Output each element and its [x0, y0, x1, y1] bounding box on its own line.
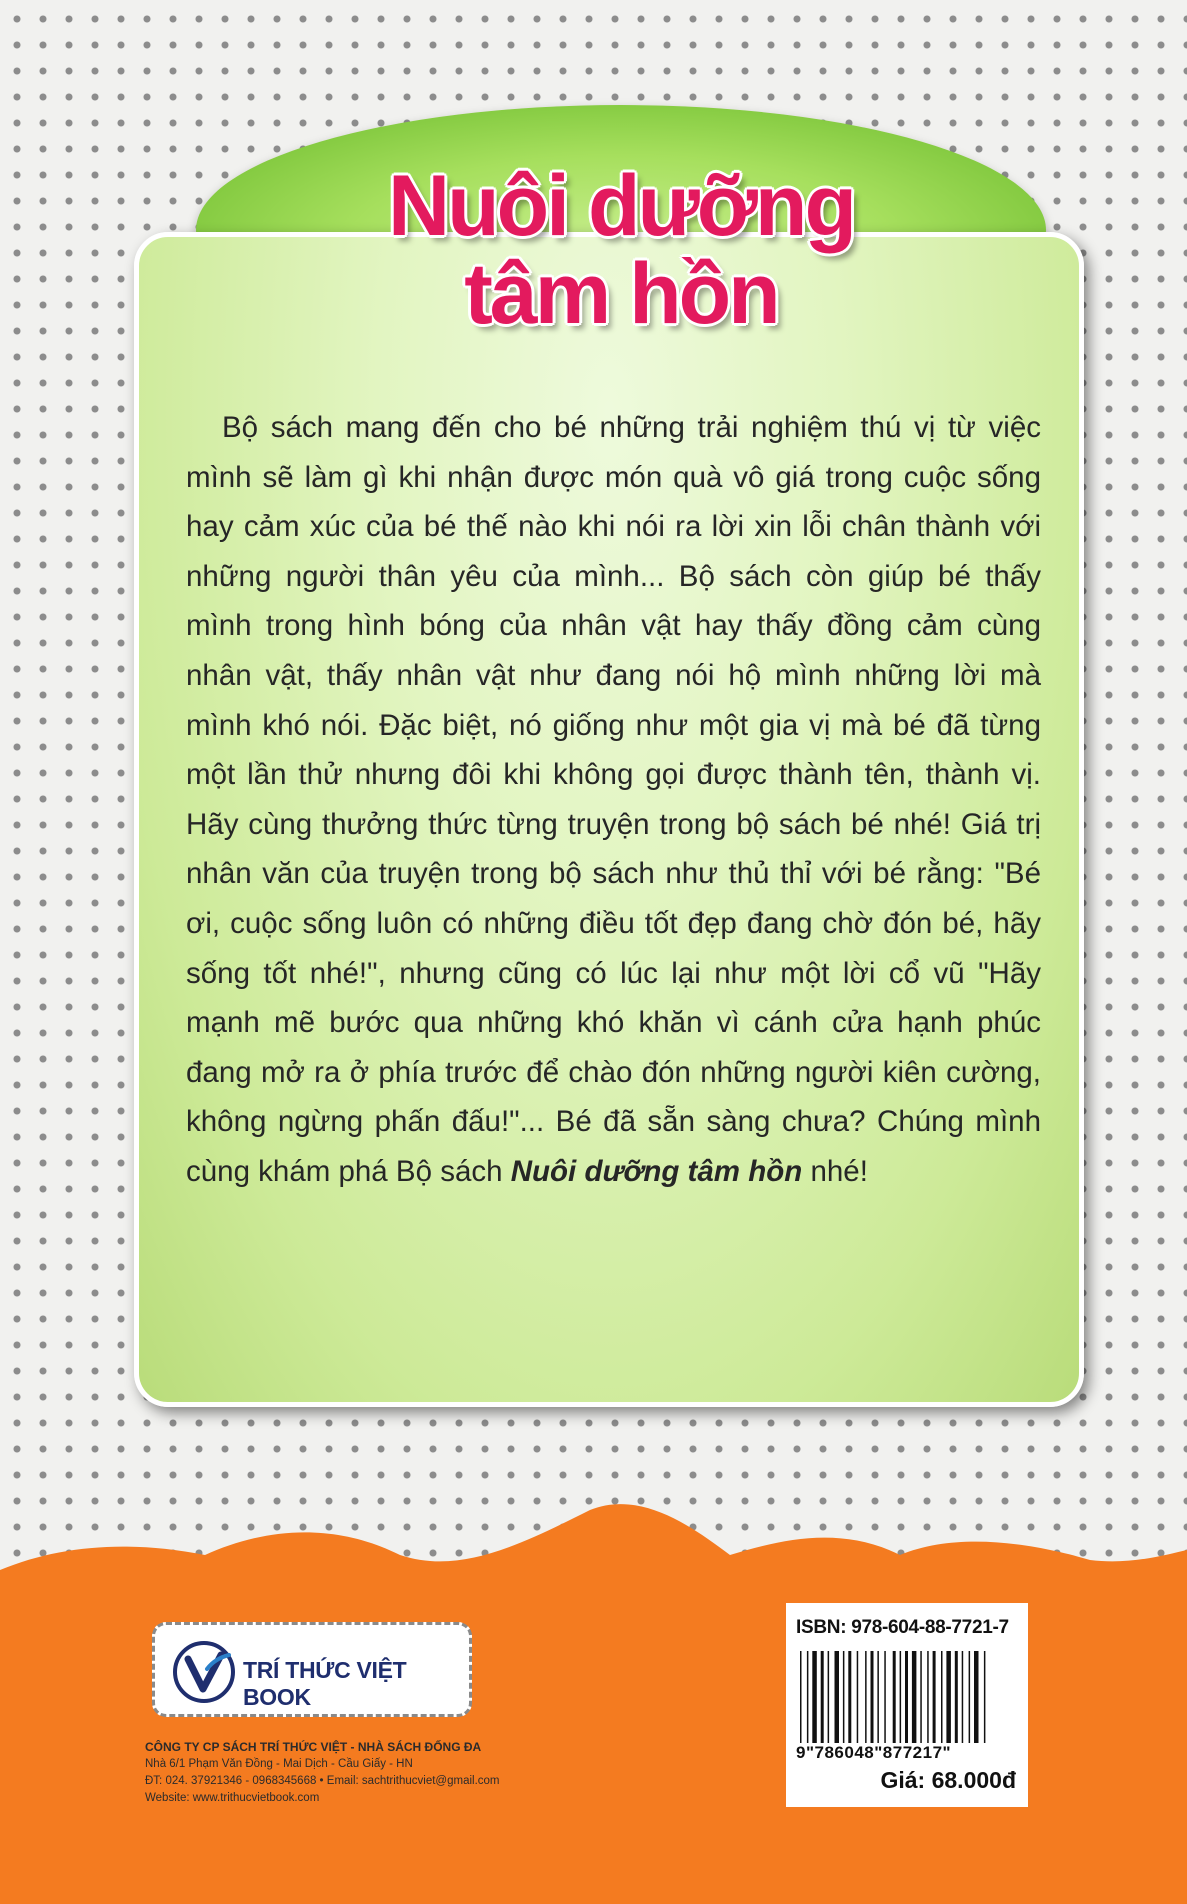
barcode-bar — [884, 1651, 886, 1743]
publisher-name: TRÍ THỨC VIỆT BOOK — [243, 1657, 407, 1710]
barcode-bar — [912, 1651, 917, 1743]
publisher-logo-box — [152, 1622, 472, 1717]
book-title-line-1: Nuôi dưỡng — [388, 158, 854, 254]
barcode-bar — [807, 1651, 809, 1743]
barcode-bar — [865, 1651, 867, 1743]
barcode-bar — [984, 1651, 986, 1743]
barcode-bar — [969, 1651, 971, 1743]
publisher-contact: ĐT: 024. 37921346 - 0968345668 • Email: sachtrithucviet@gmail.com — [145, 1775, 500, 1787]
barcode-bar — [920, 1651, 922, 1743]
barcode-bar — [927, 1651, 929, 1743]
barcode-digits: 9"786048"877217" — [796, 1743, 952, 1762]
price-label: Giá: 68.000đ — [880, 1767, 1016, 1793]
description-series-name: Nuôi dưỡng tâm hồn — [510, 1154, 803, 1188]
barcode-bar — [848, 1651, 851, 1743]
barcode-bar — [800, 1651, 802, 1743]
barcode-bar — [893, 1651, 896, 1743]
barcode-bar — [962, 1651, 964, 1743]
barcode-bar — [812, 1651, 817, 1743]
barcode-bar — [905, 1651, 908, 1743]
publisher-address: Nhà 6/1 Phạm Văn Đồng - Mai Dịch - Cầu Giấy - HN — [145, 1758, 413, 1770]
book-description — [186, 403, 1041, 1197]
isbn-sticker — [786, 1603, 1028, 1807]
description-text: Bộ sách mang đến cho bé những trải nghiệm thú vị từ việc mình sẽ làm gì khi nhận được món quà vô giá trong cuộc sống hay cảm xúc của bé thế nào khi nói ra lời xin lỗi chân thành với những người thân yêu của mình... Bộ sách còn giúp bé thấy mình trong hình bóng của nhân vật hay thấy đồng cảm cùng nhân vật, thấy nhân vật như đang nói hộ mình những lời mà mình khó nói. Đặc biệt, nó giống như một gia vị mà bé đã từng một lần thử nhưng đôi khi không gọi được thành tên, thành vị. Hãy cùng thưởng thức từng truyện trong bộ sách bé nhé! Giá trị nhân văn của truyện trong bộ sách như thủ thỉ với bé rằng: "Bé ơi, cuộc sống luôn có những điều tốt đẹp đang chờ đón bé, hãy sống tốt nhé!", nhưng cũng có lúc lại như một lời cổ vũ "Hãy mạnh mẽ bước qua những khó khăn vì cánh cửa hạnh phúc đang mở ra ở phía trước để chào đón những người kiên cường, không ngừng phấn đấu!"... Bé đã sẵn sàng chưa? Chúng mình cùng khám phá Bộ sách — [186, 411, 1041, 1188]
barcode-bar — [877, 1651, 879, 1743]
barcode-bar — [955, 1651, 958, 1743]
barcode — [798, 1651, 1016, 1751]
publisher-company: CÔNG TY CP SÁCH TRÍ THỨC VIỆT - NHÀ SÁCH ĐỐNG ĐA — [145, 1740, 482, 1754]
barcode-bar — [821, 1651, 824, 1743]
publisher-website: Website: www.trithucvietbook.com — [145, 1792, 320, 1804]
book-title-line-2: tâm hồn — [464, 246, 778, 342]
barcode-bar — [974, 1651, 979, 1743]
barcode-bar — [946, 1651, 951, 1743]
barcode-bar — [871, 1651, 874, 1743]
isbn-label: ISBN: 978-604-88-7721-7 — [796, 1617, 1009, 1638]
description-ending: nhé! — [802, 1154, 868, 1188]
barcode-bar — [835, 1651, 840, 1743]
tri-thuc-viet-book-logo-icon — [171, 1639, 237, 1705]
barcode-bar — [900, 1651, 902, 1743]
barcode-bar — [941, 1651, 943, 1743]
barcode-bar — [933, 1651, 936, 1743]
barcode-bar — [857, 1651, 859, 1743]
barcode-bar — [828, 1651, 830, 1743]
barcode-bar — [843, 1651, 845, 1743]
publisher-info — [145, 1739, 565, 1807]
